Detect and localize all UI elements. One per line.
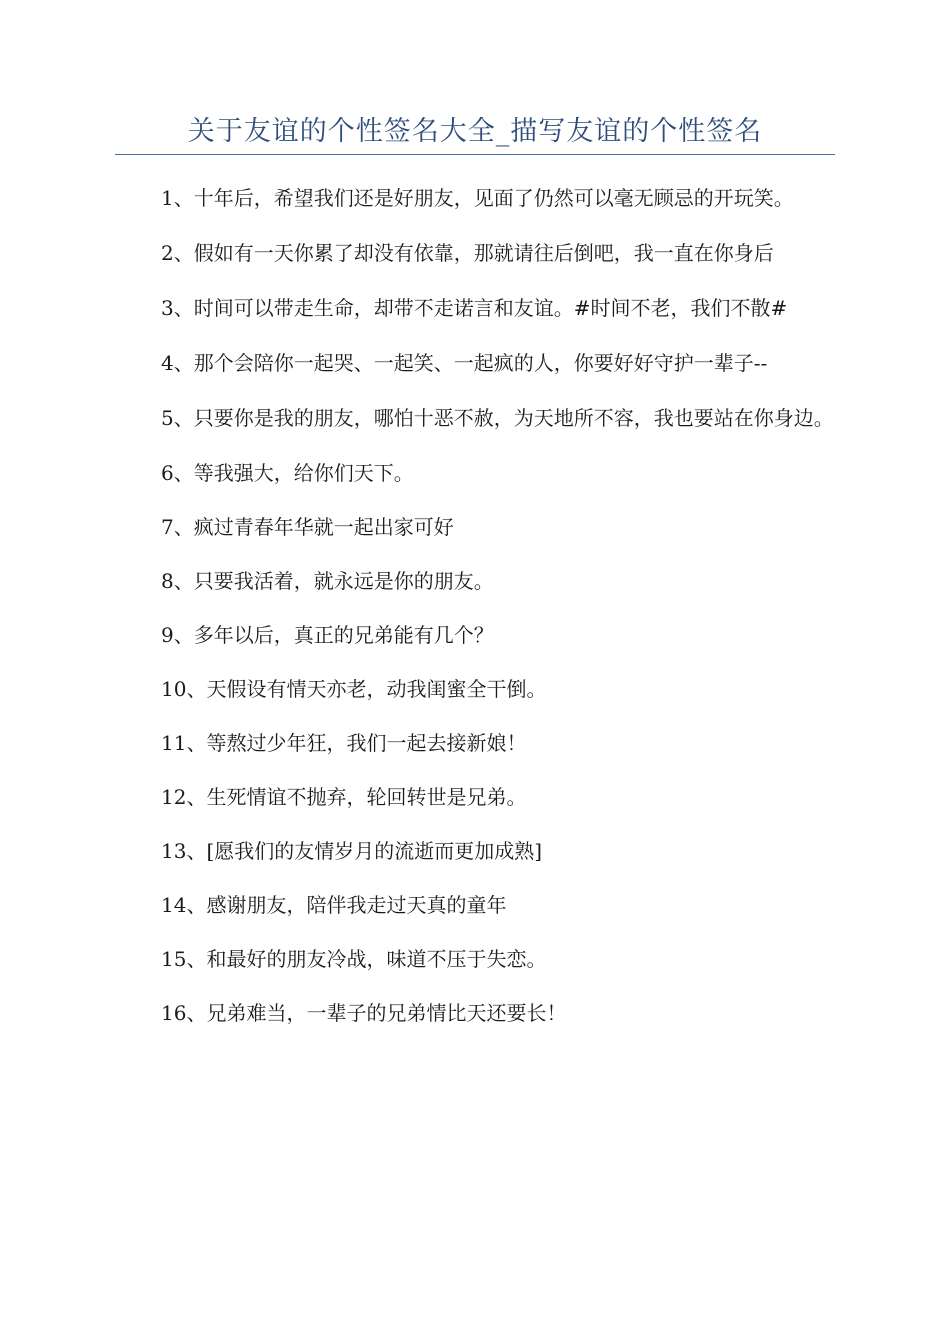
list-item: 4、那个会陪你一起哭、一起笑、一起疯的人，你要好好守护一辈子-- [161,351,768,375]
signature-list [115,179,835,1032]
list-item: 6、等我强大，给你们天下。 [161,461,414,485]
list-item: 5、只要你是我的朋友，哪怕十恶不赦，为天地所不容，我也要站在你身边。 [161,406,834,430]
list-item: 3、时间可以带走生命，却带不走诺言和友谊。#时间不老，我们不散# [161,296,788,320]
list-item: 10、天假设有情天亦老，动我闺蜜全干倒。 [161,677,547,701]
list-item: 13、[愿我们的友情岁月的流逝而更加成熟] [161,839,543,863]
title-underline [115,154,835,155]
list-item: 16、兄弟难当，一辈子的兄弟情比天还要长！ [161,1001,567,1025]
list-item: 2、假如有一天你累了却没有依靠，那就请往后倒吧，我一直在你身后 [161,241,774,265]
list-item: 12、生死情谊不抛弃，轮回转世是兄弟。 [161,785,527,809]
page-title: 关于友谊的个性签名大全_描写友谊的个性签名 [187,116,763,147]
document-page [115,112,835,1048]
list-item: 9、多年以后，真正的兄弟能有几个？ [161,623,494,647]
list-item: 8、只要我活着，就永远是你的朋友。 [161,569,494,593]
list-item: 14、感谢朋友，陪伴我走过天真的童年 [161,893,507,917]
list-item: 7、疯过青春年华就一起出家可好 [161,515,454,539]
list-item: 15、和最好的朋友冷战，味道不压于失恋。 [161,947,547,971]
list-item: 11、等熬过少年狂，我们一起去接新娘！ [161,731,527,755]
list-item: 1、十年后，希望我们还是好朋友，见面了仍然可以毫无顾忌的开玩笑。 [161,186,794,210]
